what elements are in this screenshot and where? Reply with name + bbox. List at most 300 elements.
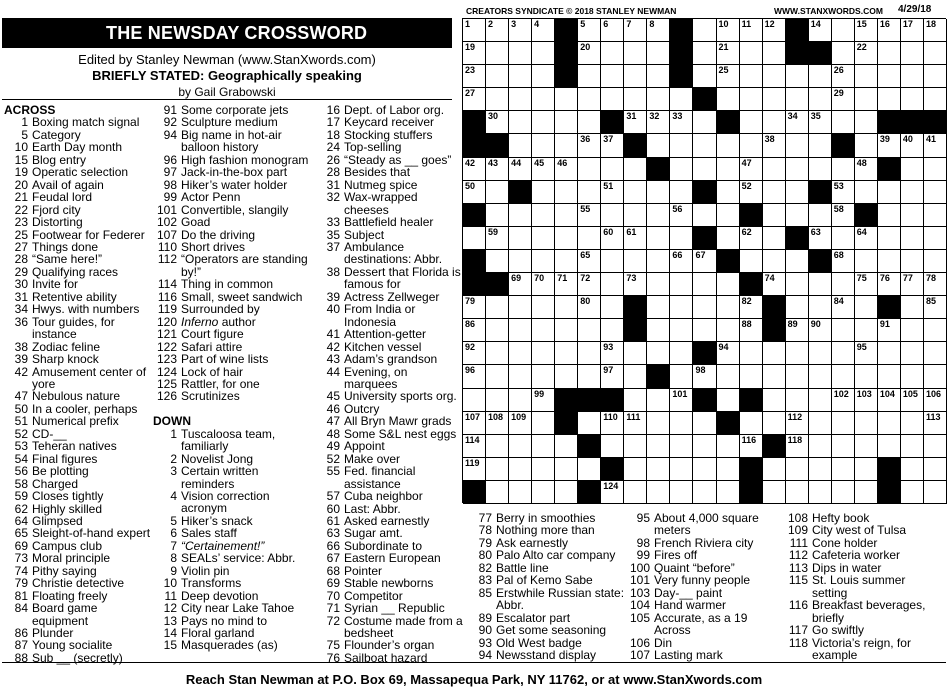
- grid-cell[interactable]: [509, 204, 532, 227]
- grid-cell[interactable]: [740, 158, 763, 181]
- grid-cell[interactable]: [509, 88, 532, 111]
- grid-cell[interactable]: [601, 273, 624, 296]
- grid-cell[interactable]: [809, 296, 832, 319]
- grid-cell[interactable]: [901, 250, 924, 273]
- grid-cell[interactable]: [786, 435, 809, 458]
- grid-cell[interactable]: [809, 227, 832, 250]
- clue-item[interactable]: [153, 552, 315, 564]
- grid-cell[interactable]: [878, 273, 901, 296]
- grid-cell[interactable]: [693, 481, 716, 504]
- clue-item[interactable]: [626, 512, 784, 537]
- grid-cell[interactable]: [647, 111, 670, 134]
- grid-cell[interactable]: [855, 389, 878, 412]
- grid-cell[interactable]: [486, 42, 509, 65]
- clue-item[interactable]: [153, 465, 315, 490]
- grid-cell[interactable]: [693, 19, 716, 42]
- grid-cell[interactable]: [601, 65, 624, 88]
- grid-cell[interactable]: [509, 158, 532, 181]
- grid-cell[interactable]: [717, 88, 740, 111]
- grid-cell[interactable]: [532, 181, 555, 204]
- grid-cell[interactable]: [786, 481, 809, 504]
- grid-cell[interactable]: [509, 19, 532, 42]
- grid-cell[interactable]: [578, 88, 601, 111]
- grid-cell[interactable]: [763, 111, 786, 134]
- grid-cell[interactable]: [878, 19, 901, 42]
- grid-cell[interactable]: [878, 412, 901, 435]
- clue-item[interactable]: [153, 204, 315, 216]
- grid-cell[interactable]: [601, 158, 624, 181]
- grid-cell[interactable]: [624, 42, 647, 65]
- grid-cell[interactable]: [509, 389, 532, 412]
- grid-cell[interactable]: [901, 481, 924, 504]
- grid-cell[interactable]: [601, 88, 624, 111]
- grid-cell[interactable]: [578, 65, 601, 88]
- grid-cell[interactable]: [578, 19, 601, 42]
- grid-cell[interactable]: [624, 158, 647, 181]
- grid-cell[interactable]: [740, 342, 763, 365]
- grid-cell[interactable]: [509, 481, 532, 504]
- grid-cell[interactable]: [624, 204, 647, 227]
- grid-cell[interactable]: [670, 111, 693, 134]
- grid-cell[interactable]: [555, 435, 578, 458]
- grid-cell[interactable]: [555, 296, 578, 319]
- grid-cell[interactable]: [532, 458, 555, 481]
- grid-cell[interactable]: [717, 42, 740, 65]
- grid-cell[interactable]: [717, 158, 740, 181]
- grid-cell[interactable]: [693, 65, 716, 88]
- grid-cell[interactable]: [786, 134, 809, 157]
- grid-cell[interactable]: [740, 250, 763, 273]
- grid-cell[interactable]: [463, 342, 486, 365]
- grid-cell[interactable]: [717, 296, 740, 319]
- grid-cell[interactable]: [532, 42, 555, 65]
- grid-cell[interactable]: [855, 481, 878, 504]
- grid-cell[interactable]: [555, 273, 578, 296]
- grid-cell[interactable]: [693, 319, 716, 342]
- grid-cell[interactable]: [532, 389, 555, 412]
- grid-cell[interactable]: [832, 273, 855, 296]
- grid-cell[interactable]: [878, 365, 901, 388]
- grid-cell[interactable]: [624, 65, 647, 88]
- grid-cell[interactable]: [786, 458, 809, 481]
- grid-cell[interactable]: [809, 111, 832, 134]
- grid-cell[interactable]: [647, 42, 670, 65]
- grid-cell[interactable]: [486, 365, 509, 388]
- grid-cell[interactable]: [763, 42, 786, 65]
- grid-cell[interactable]: [763, 134, 786, 157]
- grid-cell[interactable]: [555, 319, 578, 342]
- grid-cell[interactable]: [670, 204, 693, 227]
- grid-cell[interactable]: [901, 158, 924, 181]
- grid-cell[interactable]: [924, 481, 947, 504]
- grid-cell[interactable]: [740, 296, 763, 319]
- grid-cell[interactable]: [786, 158, 809, 181]
- grid-cell[interactable]: [509, 250, 532, 273]
- grid-cell[interactable]: [763, 227, 786, 250]
- grid-cell[interactable]: [532, 319, 555, 342]
- grid-cell[interactable]: [532, 227, 555, 250]
- grid-cell[interactable]: [809, 365, 832, 388]
- grid-cell[interactable]: [486, 319, 509, 342]
- clue-item[interactable]: [316, 241, 464, 266]
- grid-cell[interactable]: [463, 296, 486, 319]
- grid-cell[interactable]: [486, 435, 509, 458]
- grid-cell[interactable]: [832, 65, 855, 88]
- grid-cell[interactable]: [578, 273, 601, 296]
- grid-cell[interactable]: [624, 111, 647, 134]
- grid-cell[interactable]: [878, 42, 901, 65]
- grid-cell[interactable]: [624, 227, 647, 250]
- grid-cell[interactable]: [532, 481, 555, 504]
- grid-cell[interactable]: [809, 412, 832, 435]
- grid-cell[interactable]: [647, 88, 670, 111]
- grid-cell[interactable]: [924, 250, 947, 273]
- grid-cell[interactable]: [717, 435, 740, 458]
- grid-cell[interactable]: [832, 181, 855, 204]
- clue-item[interactable]: [153, 428, 315, 453]
- grid-cell[interactable]: [647, 389, 670, 412]
- grid-cell[interactable]: [555, 181, 578, 204]
- grid-cell[interactable]: [693, 250, 716, 273]
- grid-cell[interactable]: [924, 227, 947, 250]
- grid-cell[interactable]: [463, 158, 486, 181]
- grid-cell[interactable]: [832, 19, 855, 42]
- grid-cell[interactable]: [717, 181, 740, 204]
- grid-cell[interactable]: [463, 389, 486, 412]
- grid-cell[interactable]: [555, 458, 578, 481]
- grid-cell[interactable]: [924, 65, 947, 88]
- grid-cell[interactable]: [647, 273, 670, 296]
- grid-cell[interactable]: [809, 481, 832, 504]
- grid-cell[interactable]: [878, 181, 901, 204]
- grid-cell[interactable]: [532, 65, 555, 88]
- grid-cell[interactable]: [763, 412, 786, 435]
- grid-cell[interactable]: [578, 42, 601, 65]
- grid-cell[interactable]: [578, 134, 601, 157]
- grid-cell[interactable]: [832, 365, 855, 388]
- grid-cell[interactable]: [717, 19, 740, 42]
- grid-cell[interactable]: [717, 273, 740, 296]
- grid-cell[interactable]: [647, 319, 670, 342]
- grid-cell[interactable]: [555, 365, 578, 388]
- grid-cell[interactable]: [463, 227, 486, 250]
- grid-cell[interactable]: [486, 296, 509, 319]
- grid-cell[interactable]: [578, 204, 601, 227]
- grid-cell[interactable]: [509, 319, 532, 342]
- grid-cell[interactable]: [786, 365, 809, 388]
- grid-cell[interactable]: [486, 65, 509, 88]
- grid-cell[interactable]: [670, 342, 693, 365]
- grid-cell[interactable]: [647, 227, 670, 250]
- grid-cell[interactable]: [809, 134, 832, 157]
- grid-cell[interactable]: [624, 435, 647, 458]
- grid-cell[interactable]: [555, 111, 578, 134]
- grid-cell[interactable]: [486, 250, 509, 273]
- grid-cell[interactable]: [786, 412, 809, 435]
- grid-cell[interactable]: [901, 435, 924, 458]
- grid-cell[interactable]: [601, 204, 624, 227]
- grid-cell[interactable]: [809, 389, 832, 412]
- grid-cell[interactable]: [486, 481, 509, 504]
- grid-cell[interactable]: [693, 42, 716, 65]
- grid-cell[interactable]: [763, 481, 786, 504]
- grid-cell[interactable]: [717, 481, 740, 504]
- grid-cell[interactable]: [532, 19, 555, 42]
- grid-cell[interactable]: [463, 65, 486, 88]
- grid-cell[interactable]: [740, 365, 763, 388]
- grid-cell[interactable]: [693, 111, 716, 134]
- grid-cell[interactable]: [855, 458, 878, 481]
- grid-cell[interactable]: [624, 389, 647, 412]
- grid-cell[interactable]: [763, 342, 786, 365]
- grid-cell[interactable]: [832, 412, 855, 435]
- grid-cell[interactable]: [901, 389, 924, 412]
- clue-item[interactable]: [153, 490, 315, 515]
- grid-cell[interactable]: [693, 412, 716, 435]
- grid-cell[interactable]: [855, 134, 878, 157]
- grid-cell[interactable]: [901, 412, 924, 435]
- grid-cell[interactable]: [601, 481, 624, 504]
- grid-cell[interactable]: [740, 412, 763, 435]
- clue-item[interactable]: [153, 390, 315, 402]
- grid-cell[interactable]: [693, 204, 716, 227]
- grid-cell[interactable]: [463, 319, 486, 342]
- grid-cell[interactable]: [740, 111, 763, 134]
- grid-cell[interactable]: [555, 481, 578, 504]
- grid-cell[interactable]: [693, 458, 716, 481]
- grid-cell[interactable]: [555, 204, 578, 227]
- grid-cell[interactable]: [786, 273, 809, 296]
- grid-cell[interactable]: [901, 181, 924, 204]
- grid-cell[interactable]: [624, 458, 647, 481]
- grid-cell[interactable]: [670, 319, 693, 342]
- grid-cell[interactable]: [924, 273, 947, 296]
- grid-cell[interactable]: [763, 365, 786, 388]
- grid-cell[interactable]: [601, 365, 624, 388]
- grid-cell[interactable]: [832, 458, 855, 481]
- grid-cell[interactable]: [601, 250, 624, 273]
- grid-cell[interactable]: [670, 181, 693, 204]
- grid-cell[interactable]: [740, 134, 763, 157]
- grid-cell[interactable]: [855, 88, 878, 111]
- grid-cell[interactable]: [809, 88, 832, 111]
- grid-cell[interactable]: [624, 181, 647, 204]
- grid-cell[interactable]: [509, 134, 532, 157]
- grid-cell[interactable]: [855, 111, 878, 134]
- grid-cell[interactable]: [763, 181, 786, 204]
- grid-cell[interactable]: [763, 273, 786, 296]
- grid-cell[interactable]: [924, 134, 947, 157]
- grid-cell[interactable]: [832, 296, 855, 319]
- clue-item[interactable]: [626, 612, 784, 637]
- grid-cell[interactable]: [693, 435, 716, 458]
- grid-cell[interactable]: [763, 250, 786, 273]
- grid-cell[interactable]: [901, 19, 924, 42]
- clue-item[interactable]: [4, 366, 152, 391]
- grid-cell[interactable]: [924, 158, 947, 181]
- grid-cell[interactable]: [463, 88, 486, 111]
- clue-item[interactable]: [316, 366, 464, 391]
- grid-cell[interactable]: [532, 158, 555, 181]
- clue-item[interactable]: [316, 191, 464, 216]
- clue-item[interactable]: [626, 649, 784, 661]
- grid-cell[interactable]: [624, 412, 647, 435]
- grid-cell[interactable]: [832, 389, 855, 412]
- grid-cell[interactable]: [486, 88, 509, 111]
- grid-cell[interactable]: [717, 134, 740, 157]
- grid-cell[interactable]: [532, 365, 555, 388]
- grid-cell[interactable]: [924, 296, 947, 319]
- grid-cell[interactable]: [901, 65, 924, 88]
- grid-cell[interactable]: [740, 181, 763, 204]
- grid-cell[interactable]: [832, 158, 855, 181]
- grid-cell[interactable]: [670, 296, 693, 319]
- grid-cell[interactable]: [532, 204, 555, 227]
- grid-cell[interactable]: [463, 458, 486, 481]
- grid-cell[interactable]: [878, 88, 901, 111]
- grid-cell[interactable]: [901, 273, 924, 296]
- grid-cell[interactable]: [901, 227, 924, 250]
- grid-cell[interactable]: [878, 134, 901, 157]
- grid-cell[interactable]: [832, 481, 855, 504]
- grid-cell[interactable]: [463, 181, 486, 204]
- grid-cell[interactable]: [463, 365, 486, 388]
- grid-cell[interactable]: [647, 458, 670, 481]
- grid-cell[interactable]: [855, 65, 878, 88]
- grid-cell[interactable]: [809, 65, 832, 88]
- clue-item[interactable]: [153, 253, 315, 278]
- grid-cell[interactable]: [463, 19, 486, 42]
- grid-cell[interactable]: [924, 204, 947, 227]
- grid-cell[interactable]: [809, 458, 832, 481]
- grid-cell[interactable]: [647, 181, 670, 204]
- grid-cell[interactable]: [786, 342, 809, 365]
- grid-cell[interactable]: [740, 42, 763, 65]
- grid-cell[interactable]: [924, 458, 947, 481]
- grid-cell[interactable]: [924, 88, 947, 111]
- grid-cell[interactable]: [532, 273, 555, 296]
- grid-cell[interactable]: [624, 342, 647, 365]
- grid-cell[interactable]: [901, 204, 924, 227]
- grid-cell[interactable]: [601, 134, 624, 157]
- grid-cell[interactable]: [624, 250, 647, 273]
- clue-item[interactable]: [784, 599, 944, 624]
- grid-cell[interactable]: [924, 342, 947, 365]
- grid-cell[interactable]: [555, 134, 578, 157]
- grid-cell[interactable]: [693, 365, 716, 388]
- grid-cell[interactable]: [555, 88, 578, 111]
- grid-cell[interactable]: [855, 296, 878, 319]
- grid-cell[interactable]: [509, 42, 532, 65]
- grid-cell[interactable]: [693, 134, 716, 157]
- grid-cell[interactable]: [463, 412, 486, 435]
- grid-cell[interactable]: [809, 204, 832, 227]
- grid-cell[interactable]: [786, 181, 809, 204]
- grid-cell[interactable]: [924, 412, 947, 435]
- grid-cell[interactable]: [670, 273, 693, 296]
- grid-cell[interactable]: [740, 227, 763, 250]
- grid-cell[interactable]: [647, 19, 670, 42]
- grid-cell[interactable]: [786, 204, 809, 227]
- grid-cell[interactable]: [809, 319, 832, 342]
- grid-cell[interactable]: [693, 158, 716, 181]
- grid-cell[interactable]: [855, 319, 878, 342]
- grid-cell[interactable]: [901, 342, 924, 365]
- grid-cell[interactable]: [924, 19, 947, 42]
- grid-cell[interactable]: [509, 111, 532, 134]
- grid-cell[interactable]: [486, 158, 509, 181]
- grid-cell[interactable]: [509, 65, 532, 88]
- grid-cell[interactable]: [601, 342, 624, 365]
- grid-cell[interactable]: [901, 88, 924, 111]
- grid-cell[interactable]: [578, 412, 601, 435]
- clue-item[interactable]: [153, 639, 315, 651]
- clue-item[interactable]: [316, 552, 464, 564]
- grid-cell[interactable]: [693, 273, 716, 296]
- grid-cell[interactable]: [670, 158, 693, 181]
- grid-cell[interactable]: [693, 296, 716, 319]
- grid-cell[interactable]: [901, 42, 924, 65]
- grid-cell[interactable]: [717, 65, 740, 88]
- clue-item[interactable]: [468, 649, 625, 661]
- grid-cell[interactable]: [878, 319, 901, 342]
- grid-cell[interactable]: [670, 412, 693, 435]
- grid-cell[interactable]: [717, 458, 740, 481]
- grid-cell[interactable]: [901, 296, 924, 319]
- grid-cell[interactable]: [509, 412, 532, 435]
- grid-cell[interactable]: [670, 134, 693, 157]
- grid-cell[interactable]: [855, 273, 878, 296]
- grid-cell[interactable]: [578, 111, 601, 134]
- grid-cell[interactable]: [509, 435, 532, 458]
- grid-cell[interactable]: [763, 19, 786, 42]
- grid-cell[interactable]: [670, 365, 693, 388]
- grid-cell[interactable]: [763, 458, 786, 481]
- clue-item[interactable]: [4, 415, 152, 427]
- grid-cell[interactable]: [624, 365, 647, 388]
- grid-cell[interactable]: [578, 319, 601, 342]
- grid-cell[interactable]: [486, 342, 509, 365]
- grid-cell[interactable]: [901, 365, 924, 388]
- grid-cell[interactable]: [832, 88, 855, 111]
- grid-cell[interactable]: [509, 227, 532, 250]
- grid-cell[interactable]: [855, 158, 878, 181]
- grid-cell[interactable]: [924, 181, 947, 204]
- clue-item[interactable]: [4, 602, 152, 627]
- grid-cell[interactable]: [878, 435, 901, 458]
- grid-cell[interactable]: [624, 273, 647, 296]
- grid-cell[interactable]: [763, 204, 786, 227]
- grid-cell[interactable]: [740, 435, 763, 458]
- grid-cell[interactable]: [555, 227, 578, 250]
- grid-cell[interactable]: [532, 296, 555, 319]
- grid-cell[interactable]: [832, 42, 855, 65]
- grid-cell[interactable]: [901, 134, 924, 157]
- grid-cell[interactable]: [670, 481, 693, 504]
- grid-cell[interactable]: [647, 296, 670, 319]
- grid-cell[interactable]: [740, 65, 763, 88]
- grid-cell[interactable]: [670, 88, 693, 111]
- grid-cell[interactable]: [509, 296, 532, 319]
- grid-cell[interactable]: [670, 389, 693, 412]
- grid-cell[interactable]: [532, 342, 555, 365]
- grid-cell[interactable]: [601, 19, 624, 42]
- grid-cell[interactable]: [601, 412, 624, 435]
- grid-cell[interactable]: [832, 111, 855, 134]
- grid-cell[interactable]: [486, 204, 509, 227]
- grid-cell[interactable]: [809, 19, 832, 42]
- grid-cell[interactable]: [901, 458, 924, 481]
